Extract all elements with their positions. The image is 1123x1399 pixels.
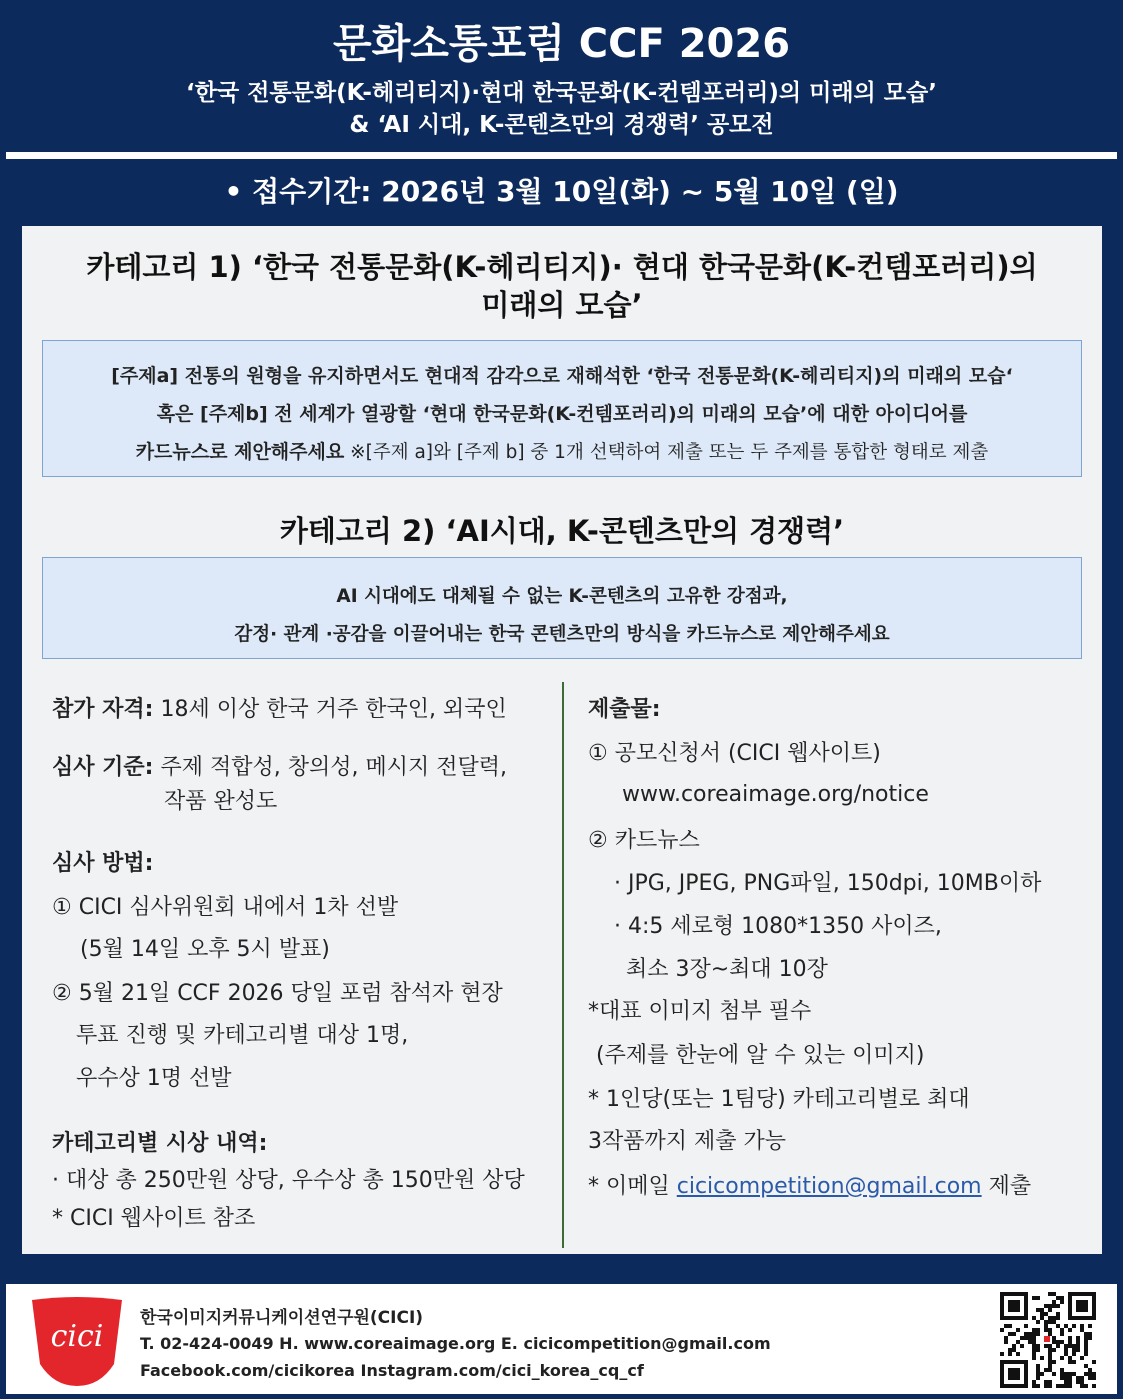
category2-title: 카테고리 2) ‘AI시대, K-콘텐츠만의 경쟁력’ bbox=[279, 514, 845, 548]
prize-label: 카테고리별 시상 내역: bbox=[52, 1131, 268, 1156]
category1-box-line2: 혹은 [주제b] 전 세계가 열광할 ‘현대 한국문화(K-컨템포러리)의 미래의 모습’에 대한 아이디어를 bbox=[156, 403, 968, 425]
note-image: *대표 이미지 첨부 필수 bbox=[588, 999, 812, 1024]
file-format: · JPG, JPEG, PNG파일, 150dpi, 10MB이하 bbox=[614, 871, 1042, 896]
note-image-cont: (주제를 한눈에 알 수 있는 이미지) bbox=[596, 1043, 925, 1068]
submit-label: 제출물: bbox=[588, 697, 661, 722]
submission-period: • 접수기간: 2026년 3월 10일(화) ~ 5월 10일 (일) bbox=[224, 175, 899, 208]
criteria-cont: 작품 완성도 bbox=[164, 789, 278, 814]
category1-title bbox=[22, 248, 1102, 324]
category1-title-line1: 카테고리 1) ‘한국 전통문화(K-헤리티지)· 현대 한국문화(K-컨템포러리)의 bbox=[86, 250, 1038, 284]
category2-topic-box bbox=[42, 557, 1082, 659]
category1-box-line1: [주제a] 전통의 원형을 유지하면서도 현대적 감각으로 재해석한 ‘한국 전통문화(K-헤리티지)의 미래의 모습‘ bbox=[111, 365, 1013, 387]
content-panel bbox=[22, 226, 1102, 1254]
file-count: 최소 3장~최대 10장 bbox=[626, 957, 828, 982]
note-limit: * 1인당(또는 1팀당) 카테고리별로 최대 bbox=[588, 1087, 970, 1112]
svg-text:cici: cici bbox=[50, 1319, 104, 1354]
file-size: · 4:5 세로형 1080*1350 사이즈, bbox=[614, 914, 942, 939]
method2-cont1: 투표 진행 및 카테고리별 대상 1명, bbox=[76, 1023, 409, 1048]
email-link[interactable]: cicicompetition@gmail.com bbox=[676, 1174, 982, 1199]
poster-subtitle-line2: & ‘AI 시대, K-콘텐츠만의 경쟁력’ 공모전 bbox=[349, 112, 774, 138]
prize-note: * CICI 웹사이트 참조 bbox=[52, 1206, 256, 1231]
eligibility: 참가 자격: 18세 이상 한국 거주 한국인, 외국인 bbox=[52, 697, 507, 722]
criteria: 심사 기준: 주제 적합성, 창의성, 메시지 전달력, bbox=[52, 755, 507, 780]
category1-box-line3: 카드뉴스로 제안해주세요 ※[주제 a]와 [주제 b] 중 1개 선택하여 제출 또는 두 주제를 통합한 형태로 제출 bbox=[135, 441, 989, 463]
poster-header bbox=[0, 0, 1123, 150]
poster-title: 문화소통포럼 CCF 2026 bbox=[332, 21, 791, 67]
qr-code-icon bbox=[1000, 1292, 1096, 1388]
org-name: 한국이미지커뮤니케이션연구원(CICI) bbox=[140, 1308, 424, 1328]
social-links: Facebook.com/cicikorea Instagram.com/cici_korea_cq_cf bbox=[140, 1361, 644, 1380]
method2-cont2: 우수상 1명 선발 bbox=[76, 1066, 232, 1091]
header-divider bbox=[6, 152, 1117, 159]
poster-subtitle-line1: ‘한국 전통문화(K-헤리티지)·현대 한국문화(K-컨템포러리)의 미래의 모습’ bbox=[186, 80, 937, 106]
method1: ① CICI 심사위원회 내에서 1차 선발 bbox=[52, 895, 399, 920]
category1-title-line2: 미래의 모습’ bbox=[481, 288, 643, 322]
submit-item2: ② 카드뉴스 bbox=[588, 828, 700, 853]
contact-info: T. 02-424-0049 H. www.coreaimage.org E. cicicompetition@gmail.com bbox=[140, 1334, 771, 1353]
category2-box-line1: AI 시대에도 대체될 수 없는 K-콘텐츠의 고유한 강점과, bbox=[336, 586, 788, 607]
prize-amount: · 대상 총 250만원 상당, 우수상 총 150만원 상당 bbox=[52, 1168, 525, 1193]
footer bbox=[6, 1284, 1117, 1394]
note-limit-cont: 3작품까지 제출 가능 bbox=[588, 1129, 786, 1154]
method-label: 심사 방법: bbox=[52, 851, 154, 876]
category1-topic-box bbox=[42, 340, 1082, 477]
column-divider bbox=[562, 682, 564, 1248]
submit-item1: ① 공모신청서 (CICI 웹사이트) bbox=[588, 741, 881, 766]
method2: ② 5월 21일 CCF 2026 당일 포럼 참석자 현장 bbox=[52, 981, 503, 1006]
submit-url[interactable]: www.coreaimage.org/notice bbox=[622, 782, 929, 807]
category2-box-line2: 감정· 관계 ·공감을 이끌어내는 한국 콘텐츠만의 방식을 카드뉴스로 제안해주세요 bbox=[234, 624, 890, 645]
email-line: * 이메일 cicicompetition@gmail.com 제출 bbox=[588, 1174, 1032, 1199]
method1-date: (5월 14일 오후 5시 발표) bbox=[80, 937, 330, 962]
category1-note: ※[주제 a]와 [주제 b] 중 1개 선택하여 제출 또는 두 주제를 통합한 형태로 제출 bbox=[344, 442, 989, 463]
cici-logo bbox=[30, 1294, 124, 1388]
